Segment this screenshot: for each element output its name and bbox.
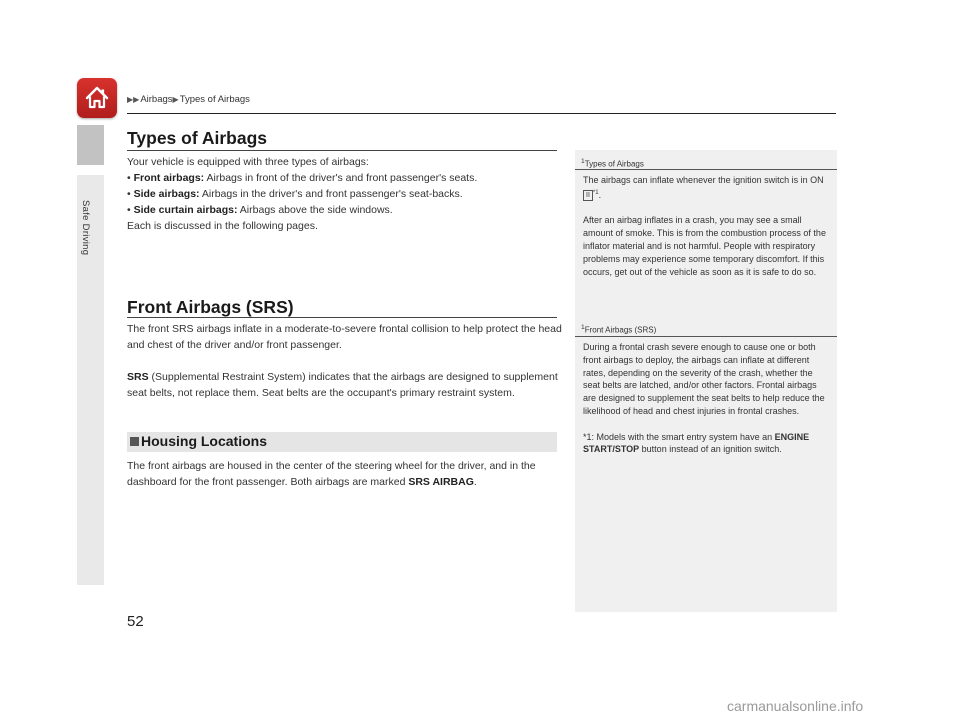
note-types (583, 174, 831, 278)
watermark: carmanualsonline.info (727, 698, 864, 714)
square-bullet-icon (130, 437, 139, 446)
srs-term: SRS (127, 371, 149, 383)
ref-marker-icon: 1 (581, 158, 585, 165)
note-heading-front[interactable] (581, 324, 656, 335)
breadcrumb-arrow-icon: ▶ (172, 95, 179, 104)
bullet-curtain: • Side curtain airbags: Airbags above the side windows. (127, 204, 393, 216)
footnote-text: *1: Models with the smart entry system have an (583, 431, 775, 442)
front-body (127, 321, 562, 401)
note-title: Front Airbags (SRS) (584, 325, 657, 335)
title-rule (127, 317, 557, 318)
note-footnote (583, 431, 831, 457)
housing-title: Housing Locations (141, 433, 267, 449)
bullet-front: • Front airbags: Airbags in front of the driver's and front passenger's seats. (127, 172, 478, 184)
header-rule (127, 113, 836, 114)
housing-end: . (473, 476, 477, 488)
housing-heading (127, 432, 557, 452)
note-types-p2: After an airbag inflates in a crash, you may see a small amount of smoke. This is from the combustion process of the inflator material and is not harmful. People with respiratory problems may experience some temporary discomfort. If this occurs, get out of the vehicle as soon as it is safe to do so. (583, 215, 826, 277)
breadcrumb-item-airbags[interactable]: Airbags (140, 94, 173, 105)
bullet-side: • Side airbags: Airbags in the driver's and front passenger's seat-backs. (127, 188, 463, 200)
types-body (127, 154, 562, 234)
bullet-term: Side curtain airbags: (133, 204, 238, 216)
note-text: . (598, 189, 602, 200)
note-text: The airbags can inflate whenever the ignition switch is in ON (583, 175, 824, 185)
types-intro: Your vehicle is equipped with three types of airbags: (127, 156, 369, 168)
note-front (583, 341, 831, 456)
breadcrumb-item-types[interactable]: Types of Airbags (179, 94, 250, 105)
front-para2 (127, 369, 562, 401)
home-button[interactable] (77, 78, 117, 118)
breadcrumb-arrow-icon: ▶▶ (127, 95, 140, 104)
bullet-text: Airbags in the driver's and front passenger's seat-backs. (199, 188, 463, 200)
title-rule (127, 150, 557, 151)
section-title-types: Types of Airbags (127, 128, 268, 148)
note-front-p1: During a frontal crash severe enough to cause one or both front airbags to deploy, the airbags can inflate at different rates, depending on the severity of the crash, whether the seat belts are latched, and/or other factors. Frontal airbags are designed to supplement the seat belts to help reduce the likelihood of head and chest injuries in frontal crashes. (583, 342, 825, 416)
note-rule (575, 336, 837, 337)
front-para1: The front SRS airbags inflate in a moderate-to-severe frontal collision to help protect the head and chest of the driver and/or front passenger. (127, 323, 562, 351)
bullet-term: Side airbags: (133, 188, 200, 200)
srs-airbag-mark: SRS AIRBAG (408, 476, 474, 488)
housing-body (127, 458, 562, 490)
ref-marker-icon: 1 (581, 324, 585, 331)
sidebar-section-label: Safe Driving (80, 200, 91, 256)
home-icon (83, 84, 111, 112)
note-title: Types of Airbags (584, 159, 644, 169)
page-number: 52 (127, 613, 144, 630)
types-outro: Each is discussed in the following pages. (127, 220, 318, 232)
footnote-ref: *1 (592, 189, 599, 196)
sidebar-tab-marker (77, 125, 104, 165)
note-types-p1 (583, 174, 831, 202)
footnote-text: button instead of an ignition switch. (639, 444, 782, 455)
ignition-key-icon: II (583, 190, 593, 201)
note-heading-types[interactable] (581, 158, 644, 169)
bullet-text: Airbags in front of the driver's and front passenger's seats. (204, 172, 478, 184)
note-rule (575, 169, 837, 170)
section-title-front: Front Airbags (SRS) (127, 297, 294, 317)
srs-text: (Supplemental Restraint System) indicates that the airbags are designed to supplement seat belts, not replace them. Seat belts are the occupant's primary restraint system. (127, 371, 558, 399)
housing-text: The front airbags are housed in the center of the steering wheel for the driver, and in the dashboard for the front passenger. Both airbags are marked (127, 460, 536, 488)
engine-start-stop: ENGINE START/STOP (583, 431, 810, 455)
breadcrumb (127, 94, 250, 105)
housing-para (127, 458, 562, 490)
bullet-text: Airbags above the side windows. (237, 204, 393, 216)
bullet-term: Front airbags: (133, 172, 205, 184)
